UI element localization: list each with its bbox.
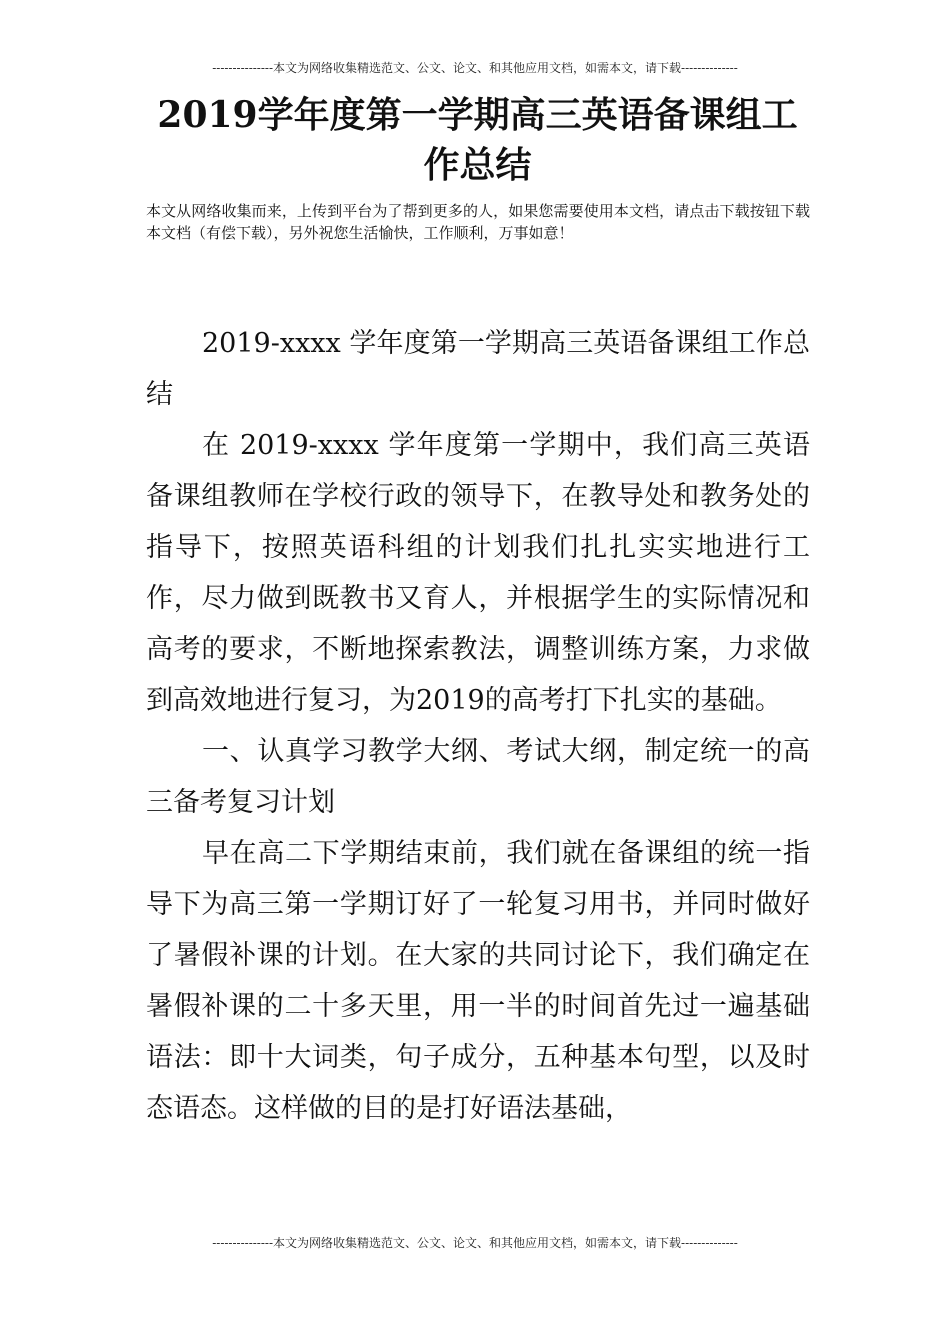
footer-banner: ---------------本文为网络收集精选范文、公文、论文、和其他应用文档，如需本文，请下载-------------- xyxy=(212,1236,738,1250)
body-paragraph: 在 2019-xxxx 学年度第一学期中，我们高三英语备课组教师在学校行政的领导下，在教导处和教务处的指导下，按照英语科组的计划我们扎扎实实地进行工作，尽力做到既教书又育人，并根据学生的实际情况和高考的要求，不断地探索教法，调整训练方案，力求做到高效地进行复习，为2019的高考打下扎实的基础。 xyxy=(146,430,810,716)
document-title: 2019学年度第一学期高三英语备课组工作总结 xyxy=(157,94,798,186)
section-heading: 一、认真学习教学大纲、考试大纲，制定统一的高三备考复习计划 xyxy=(146,736,810,818)
body-paragraph: 早在高二下学期结束前，我们就在备课组的统一指导下为高三第一学期订好了一轮复习用书，并同时做好了暑假补课的计划。在大家的共同讨论下，我们确定在暑假补课的二十多天里，用一半的时间首先过一遍基础语法：即十大词类，句子成分，五种基本句型，以及时态语态。这样做的目的是打好语法基础， xyxy=(146,838,810,1124)
intro-notice: 本文从网络收集而来，上传到平台为了帮到更多的人，如果您需要使用本文档，请点击下载按钮下载本文档（有偿下载），另外祝您生活愉快，工作顺利，万事如意！ xyxy=(146,202,810,242)
body-heading: 2019-xxxx 学年度第一学期高三英语备课组工作总结 xyxy=(146,328,810,410)
header-banner: ---------------本文为网络收集精选范文、公文、论文、和其他应用文档，如需本文，请下载-------------- xyxy=(212,61,738,75)
document-body xyxy=(146,318,810,1134)
